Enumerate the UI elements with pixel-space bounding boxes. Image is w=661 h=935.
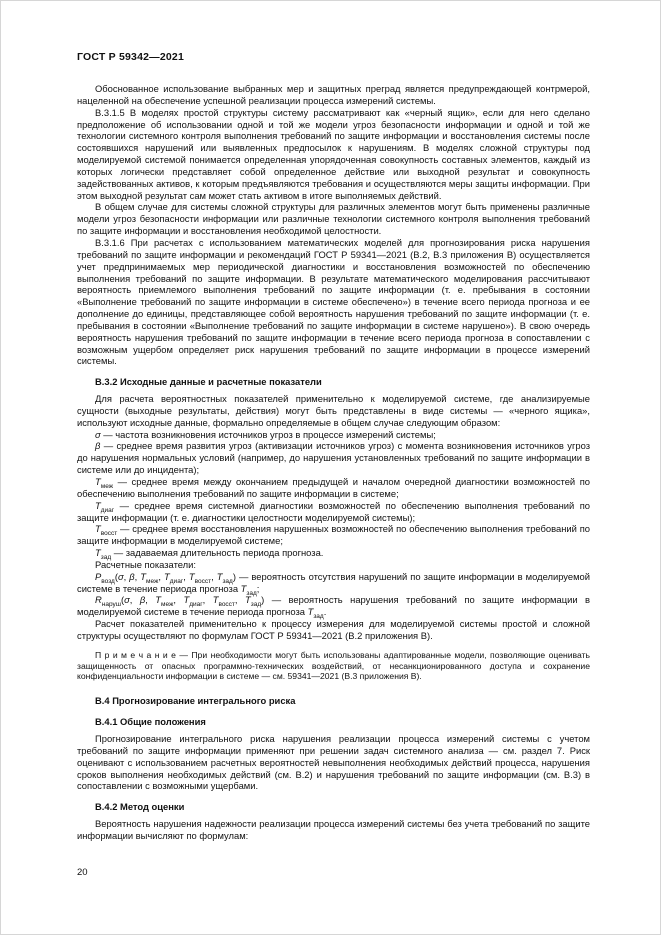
note: П р и м е ч а н и е — При необходимости могут быть использованы адаптированные модели, позволяющие оценивать защищенность от опасных программно-технических воздействий, от несанкционированного доступа и сохранение конфиденциальности информации в системе — см. 59341—2021 (В.3 приложения В). bbox=[77, 649, 590, 682]
page-content bbox=[77, 51, 590, 842]
definition-item: σ — частота возникновения источников угроз в процессе измерений системы; bbox=[95, 428, 436, 440]
paragraph: Прогнозирование интегрального риска нарушения реализации процесса измерений системы с учетом требований по защите информации применяют при решении задач системного анализа — см. раздел 7. Риск оценивают с использованием расчетных вероятностей невыполнения необходимых действий процесса, нарушения сроков выполнения необходимых действий (см. В.2) и нарушения требований по защите информации (см. В.3) в сопоставлении с возможными ущербами. bbox=[77, 732, 590, 792]
paragraph: Расчет показателей применительно к процессу измерения для моделируемой системы простой и сложной структуры осуществляют по формулам ГОСТ Р 59341—2021 (В.2 приложения В). bbox=[77, 618, 590, 641]
section-heading: В.4 Прогнозирование интегрального риска bbox=[95, 695, 296, 707]
section-heading: В.4.2 Метод оценки bbox=[95, 801, 185, 813]
document-header: ГОСТ Р 59342—2021 bbox=[77, 51, 185, 63]
paragraph: В.3.1.6 При расчетах с использованием математических моделей для прогнозирования риска нарушения требований по защите информации и рекомендаций ГОСТ Р 59341—2021 (В.2, В.3 приложения В) осуществляется учет предпринимаемых мер периодической диагностики и восстановления возможностей по обеспечению выполнения требований по защите информации. В результате математического моделирования рассчитывают вероятность приемлемого выполнения требований по защите информации (т. е. пребывания в состоянии «Выполнение требований по защите информации в системе обеспечено») в течение всего периода прогноза и ее дополнение до единицы, представляющее собой вероятность нарушения требований по защите информации (т. е. пребывания в состоянии «Выполнение требований по защите информации в системе нарушено»). В свою очередь вероятность нарушения требований по защите информации в течение всего периода прогноза в сопоставлении с возможным ущербом определяет риск нарушения требований по защите информации в процессе измерений системы. bbox=[77, 236, 590, 367]
document-body bbox=[77, 83, 590, 842]
definition-item: $T_{меж}$ — среднее время между окончанием предыдущей и началом очередной диагностики возможностей по обеспечению выполнения требований по защите информации в системе; bbox=[77, 476, 590, 499]
formula-item: $P_{возд}(\sigma$, β, $T_{меж}$, $T_{диаг}$, $T_{восст}$, $T_{зад}$) — вероятность отсутствия нарушений по защите информации в моделируемой системе в течение периода прогноза $T_{зад}$; bbox=[77, 570, 590, 597]
paragraph: В.3.1.5 В моделях простой структуры систему рассматривают как «черный ящик», если для него сделано предположение об использовании одной и той же модели угроз безопасности информации и одной и той же технологии системного контроля выполнения требований по защите информации и восстановления системы после состоявшихся нарушений или выявленных предпосылок к нарушениям. В моделях сложной структуры под моделируемой системой понимается определенная упорядоченная совокупность составных элементов, каждый из которых логически представляет собой определенное действие или выходной результат и совокупность задействованных активов, к которым предъявляются требования и осуществляются меры защиты информации. При этом выходной результат сам может стать активом в итоге выполняемых действий. bbox=[77, 106, 590, 201]
section-heading: В.3.2 Исходные данные и расчетные показатели bbox=[95, 376, 322, 388]
paragraph: Вероятность нарушения надежности реализации процесса измерений системы без учета требований по защите информации вычисляют по формулам: bbox=[77, 818, 590, 841]
paragraph: Обоснованное использование выбранных мер и защитных преград является предупреждающей контрмерой, нацеленной на обеспечение успешной реализации процесса измерений системы. bbox=[77, 83, 590, 106]
formula-item: $R_{наруш}(\sigma$, β, $T_{меж}$, $T_{диаг}$, $T_{восст}$, $T_{зад}$) — вероятность нарушения требований по защите информации в моделируемой системе в течение периода прогноза $T_{зад}$. bbox=[77, 594, 591, 621]
definition-item: $T_{диаг}$ — среднее время системной диагностики возможностей по обеспечению выполнения требований по защите информации (т. е. диагностики целостности моделируемой системы); bbox=[77, 499, 590, 523]
definition-item: $T_{зад}$ — задаваемая длительность периода прогноза. bbox=[95, 547, 324, 561]
definition-item: β — среднее время развития угроз (активизации источников угроз) с момента возникновения источников угроз до нарушения нормальных условий (например, до нарушения установленных требований по защите информации в системе или до инцидента); bbox=[77, 440, 590, 476]
paragraph: В общем случае для системы сложной структуры для различных элементов могут быть применены различные модели угроз безопасности информации или различные технологии системного контроля выполнения требований по защите информации и восстановления необходимой целостности. bbox=[77, 201, 590, 237]
paragraph: Расчетные показатели: bbox=[95, 558, 196, 570]
paragraph: Для расчета вероятностных показателей применительно к моделируемой системе, где анализируемые сущности (выходные результаты, действия) могут быть представлены в виде системы — «черного ящика», используют исходные данные, формально определяемые в общем случае следующим образом: bbox=[77, 393, 590, 428]
section-heading: В.4.1 Общие положения bbox=[95, 716, 206, 728]
definition-item: $T_{восст}$ — среднее время восстановления нарушенных возможностей по обеспечению выполнения требований по защите информации в моделируемой системе; bbox=[77, 523, 590, 547]
page-number: 20 bbox=[77, 867, 88, 878]
